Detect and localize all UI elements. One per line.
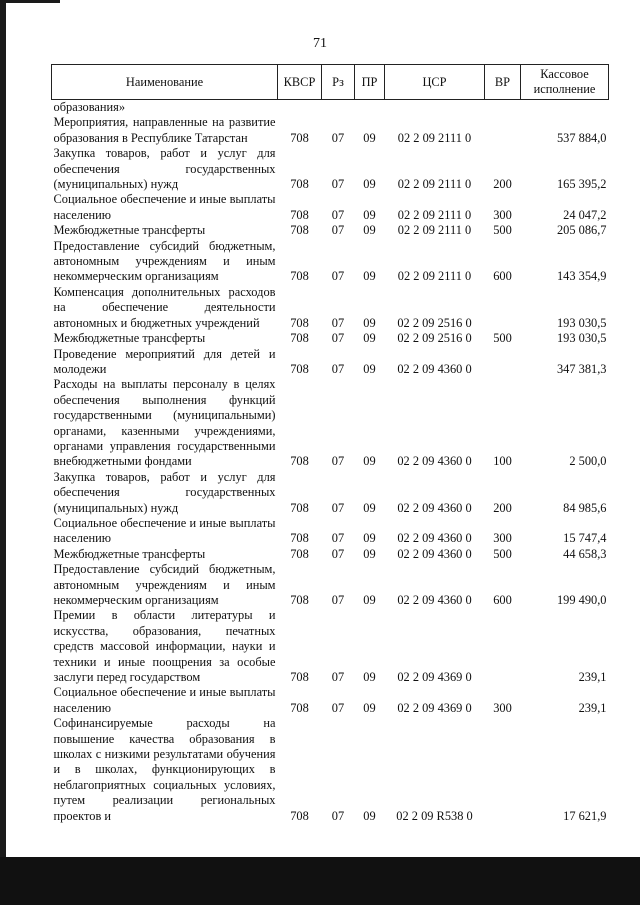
table-body — [52, 100, 609, 825]
row-pr: 09 — [363, 454, 376, 469]
row-vr: 300 — [493, 700, 512, 715]
row-name: Закупка товаров, работ и услуг для обеспечения государственных (муниципальных) нужд — [53, 146, 276, 192]
row-kvsr: 708 — [290, 269, 309, 284]
row-vr: 300 — [493, 207, 512, 222]
row-rz: 07 — [331, 331, 345, 346]
header-name: Наименование — [52, 65, 278, 100]
header-kvsr: КВСР — [278, 65, 322, 100]
row-pr: 09 — [363, 331, 376, 346]
row-vr — [485, 285, 521, 331]
row-kvsr: 708 — [290, 331, 309, 346]
row-pr: 09 — [363, 130, 376, 145]
row-rz: 07 — [331, 500, 345, 515]
row-pr: 09 — [363, 361, 376, 376]
row-vr: 500 — [493, 546, 512, 561]
row-vr — [485, 608, 521, 685]
row-rz — [322, 100, 355, 116]
scan-top-edge — [0, 0, 60, 3]
row-pr: 09 — [363, 670, 376, 685]
row-kvsr: 708 — [290, 454, 309, 469]
row-rz: 07 — [331, 315, 345, 330]
row-csr: 02 2 09 R538 0 — [396, 808, 473, 823]
row-amount: 347 381,3 — [556, 361, 607, 376]
row-amount: 165 395,2 — [556, 177, 607, 192]
row-kvsr — [278, 100, 322, 116]
row-vr: 500 — [493, 331, 512, 346]
row-name: Компенсация дополнительных расходов на обеспечение деятельности автономных и бюджетных учреждений — [53, 284, 276, 330]
row-amount: 239,1 — [578, 670, 607, 685]
row-name: Предоставление субсидий бюджетным, автономным учреждениям и иным некоммерческим организациям — [53, 238, 276, 284]
row-vr — [485, 347, 521, 378]
row-rz: 07 — [331, 593, 345, 607]
page-number: 71 — [313, 36, 327, 51]
row-vr: 200 — [493, 177, 512, 192]
header-rz: Рз — [322, 65, 355, 100]
row-csr: 02 2 09 2111 0 — [397, 130, 472, 145]
row-csr: 02 2 09 2111 0 — [397, 269, 472, 284]
row-vr: 500 — [493, 223, 512, 238]
row-csr: 02 2 09 4360 0 — [397, 546, 472, 561]
row-csr: 02 2 09 4360 0 — [397, 531, 472, 546]
row-pr: 09 — [363, 223, 376, 238]
table-row — [52, 100, 609, 116]
row-kvsr: 708 — [290, 130, 309, 145]
row-name: образования» — [53, 100, 126, 114]
row-amount: 239,1 — [578, 700, 607, 715]
row-rz: 07 — [331, 130, 345, 145]
row-kvsr: 708 — [290, 223, 309, 238]
row-amount: 44 658,3 — [563, 546, 607, 561]
scan-left-edge — [0, 0, 6, 905]
row-vr: 600 — [493, 593, 512, 607]
row-name: Расходы на выплаты персоналу в целях обеспечения выполнения функций государственными (муниципальными) органами, казенными учреждениями, органами управления государственными внебюджетными фондами — [53, 377, 276, 469]
table-row — [52, 239, 609, 285]
row-name: Предоставление субсидий бюджетным, автономным учреждениям и иным некоммерческим организациям — [53, 562, 276, 607]
row-vr — [485, 716, 521, 824]
row-amount: 2 500,0 — [569, 454, 607, 469]
row-kvsr: 708 — [290, 700, 309, 715]
table-row — [52, 562, 609, 608]
table-row — [52, 223, 609, 238]
row-amount: 537 884,0 — [556, 130, 607, 145]
row-pr: 09 — [363, 315, 376, 330]
budget-execution-table — [51, 64, 609, 824]
row-pr — [355, 100, 385, 116]
table-row — [52, 716, 609, 824]
row-rz: 07 — [331, 808, 345, 823]
header-vr: ВР — [485, 65, 521, 100]
table-row — [52, 285, 609, 331]
row-rz: 07 — [331, 454, 345, 469]
row-csr: 02 2 09 2516 0 — [397, 315, 472, 330]
row-name: Социальное обеспечение и иные выплаты населению — [53, 685, 276, 715]
table-row — [52, 470, 609, 516]
header-pr: ПР — [355, 65, 385, 100]
table-row — [52, 192, 609, 223]
row-amount: 143 354,9 — [556, 269, 607, 284]
row-name: Проведение мероприятий для детей и молодежи — [53, 346, 276, 376]
row-name: Межбюджетные трансферты — [53, 331, 206, 346]
row-name: Закупка товаров, работ и услуг для обеспечения государственных (муниципальных) нужд — [53, 469, 276, 515]
row-amount: 193 030,5 — [556, 331, 607, 346]
row-name: Социальное обеспечение и иные выплаты населению — [53, 192, 276, 222]
row-amount: 15 747,4 — [563, 531, 607, 546]
table-row — [52, 115, 609, 146]
row-kvsr: 708 — [290, 361, 309, 376]
row-csr — [385, 100, 485, 116]
table-row — [52, 331, 609, 346]
row-rz: 07 — [331, 700, 345, 715]
row-kvsr: 708 — [290, 546, 309, 561]
row-amount: 193 030,5 — [556, 315, 607, 330]
row-kvsr: 708 — [290, 500, 309, 515]
row-name: Мероприятия, направленные на развитие образования в Республике Татарстан — [53, 115, 276, 145]
row-vr: 200 — [493, 500, 512, 515]
row-name: Межбюджетные трансферты — [53, 223, 206, 238]
row-pr: 09 — [363, 593, 376, 607]
table-row — [52, 146, 609, 192]
table-row — [52, 547, 609, 562]
row-rz: 07 — [331, 207, 345, 222]
row-rz: 07 — [331, 177, 345, 192]
row-pr: 09 — [363, 546, 376, 561]
row-kvsr: 708 — [290, 670, 309, 685]
row-name: Межбюджетные трансферты — [53, 546, 206, 561]
table-row — [52, 608, 609, 685]
row-csr: 02 2 09 4360 0 — [397, 361, 472, 376]
row-name: Премии в области литературы и искусства, образования, печатных средств массовой информации, науки и техники и иные поощрения за особые заслуги перед государством — [53, 608, 276, 685]
row-rz: 07 — [331, 670, 345, 685]
row-name: Софинансируемые расходы на повышение качества образования в школах с низкими результатами обучения и в школах, функционирующих в неблагоприятных социальных условиях, путем реализации региональных проектов и — [53, 716, 276, 823]
table-row — [52, 377, 609, 469]
row-csr: 02 2 09 4369 0 — [397, 700, 472, 715]
row-amount: 17 621,9 — [563, 808, 607, 823]
row-kvsr: 708 — [290, 315, 309, 330]
row-pr: 09 — [363, 808, 376, 823]
row-rz: 07 — [331, 546, 345, 561]
row-pr: 09 — [363, 531, 376, 546]
row-csr: 02 2 09 2111 0 — [397, 207, 472, 222]
row-rz: 07 — [331, 361, 345, 376]
row-csr: 02 2 09 2111 0 — [397, 177, 472, 192]
header-csr: ЦСР — [385, 65, 485, 100]
row-kvsr: 708 — [290, 531, 309, 546]
row-csr: 02 2 09 4369 0 — [397, 670, 472, 685]
row-kvsr: 708 — [290, 808, 309, 823]
row-pr: 09 — [363, 177, 376, 192]
row-kvsr: 708 — [290, 207, 309, 222]
row-csr: 02 2 09 2111 0 — [397, 223, 472, 238]
table-header-row — [52, 65, 609, 100]
row-pr: 09 — [363, 269, 376, 284]
row-pr: 09 — [363, 500, 376, 515]
row-amount: 84 985,6 — [563, 500, 607, 515]
row-amount — [521, 100, 609, 116]
row-vr: 100 — [493, 454, 512, 469]
row-rz: 07 — [331, 531, 345, 546]
row-amount: 199 490,0 — [556, 593, 607, 607]
row-vr — [485, 115, 521, 146]
row-kvsr: 708 — [290, 593, 309, 607]
row-rz: 07 — [331, 269, 345, 284]
row-csr: 02 2 09 4360 0 — [397, 593, 472, 607]
row-vr: 600 — [493, 269, 512, 284]
scan-bottom-edge — [0, 857, 640, 905]
table-row — [52, 516, 609, 547]
row-amount: 24 047,2 — [563, 207, 607, 222]
row-vr: 300 — [493, 531, 512, 546]
row-pr: 09 — [363, 700, 376, 715]
table-row — [52, 347, 609, 378]
row-pr: 09 — [363, 207, 376, 222]
row-kvsr: 708 — [290, 177, 309, 192]
row-csr: 02 2 09 4360 0 — [397, 454, 472, 469]
row-csr: 02 2 09 4360 0 — [397, 500, 472, 515]
header-amount: Кассовое исполнение — [521, 65, 609, 100]
row-name: Социальное обеспечение и иные выплаты населению — [53, 515, 276, 546]
row-vr — [485, 100, 521, 116]
row-csr: 02 2 09 2516 0 — [397, 331, 472, 346]
row-rz: 07 — [331, 223, 345, 238]
row-amount: 205 086,7 — [556, 223, 607, 238]
table-row — [52, 685, 609, 716]
